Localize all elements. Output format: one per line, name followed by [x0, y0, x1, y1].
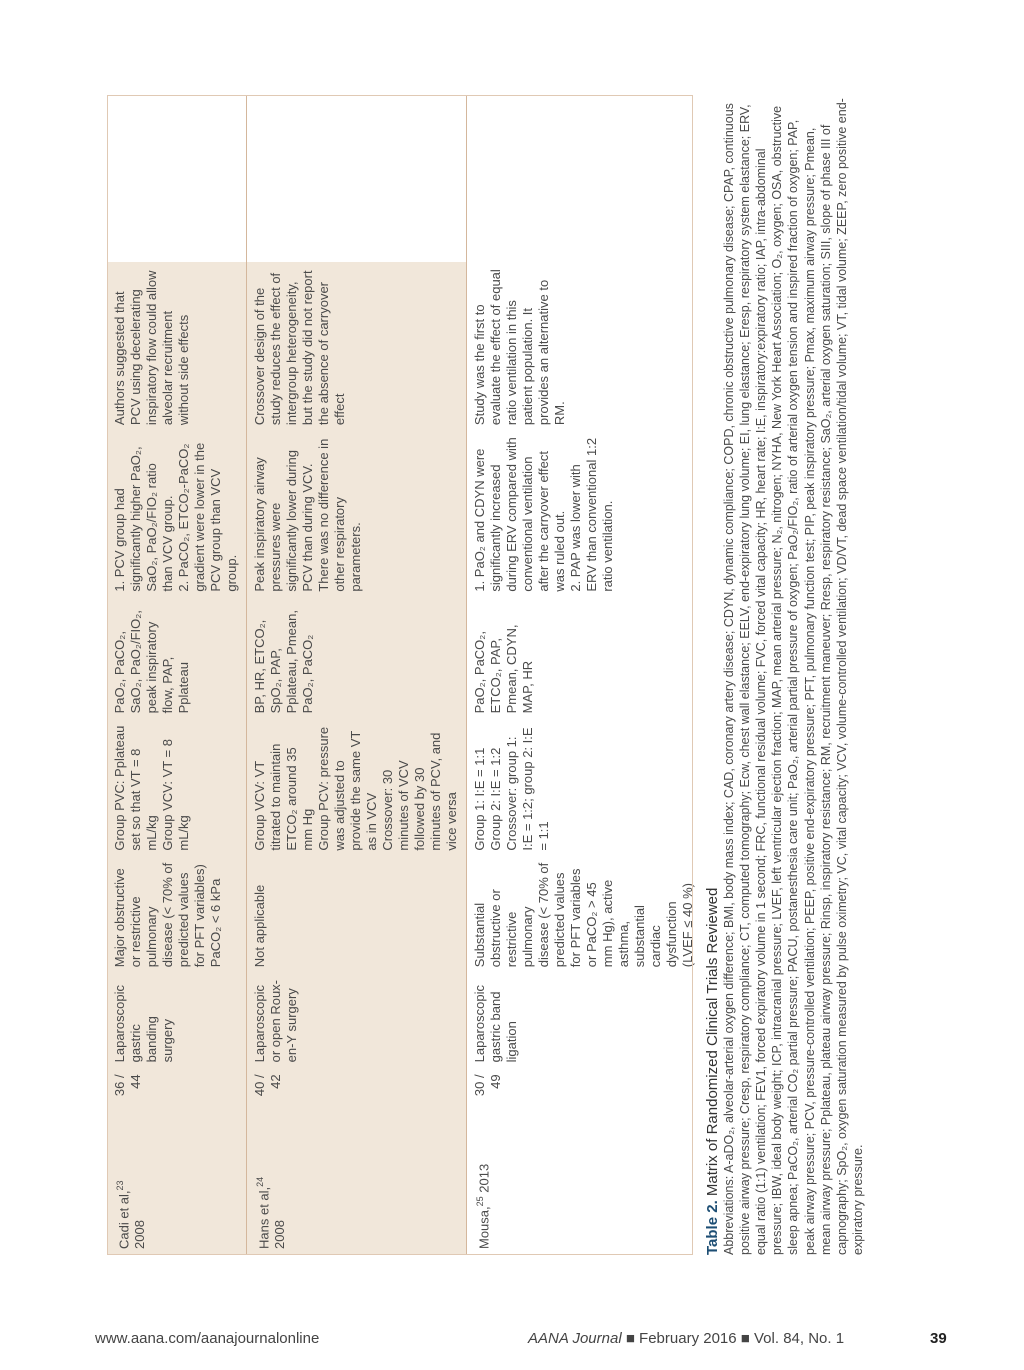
abbreviations-text: Abbreviations: A-aDO₂, alveolar-arterial oxygen difference; BMI, body mass index; CAD, coronary artery disease; CDYN, dynamic compliance; COPD, chronic obstructive pulmonary disease; CPAP, continuous positive airway pressure; Cresp, respiratory compliance; CT, computed tomography; Ecw, chest wall elastance; EELV, end-expiratory lung volume; EI, lung elastance; Eresp, respiratory system elastance; ERV, equal ratio (1:1) ventilation; FEV1, forced expiratory volume in 1 second; FRC, functional residual volume; FVC, forced vital capacity; HR, heart rate; I:E, inspiratory:expiratory ratio; IAP, intra-abdominal pressure; IBW, ideal body weight; ICP, intracranial pressure; LVEF, left ventricular ejection fraction; MAP, mean arterial pressure; N₂, nitrogen; NYHA, New York Heart Association; O₂, oxygen; OSA, obstructive sleep apnea; PaCO₂, arterial CO₂ partial pressure; PACU, postanesthesia care unit; PaO₂, arterial partial pressure of oxygen; PaO₂/FIO₂, ratio of arterial oxygen tension and inspired fraction of oxygen; PAP, peak airway pressure; PCV, pressure-controlled ventilation; PEEP, positive end-expiratory pressure; PFT, pulmonary function test; PIP, peak inspiratory pressure; Pmax, maximum airway pressure; Pmean, mean airway pressure; Pplateau, plateau airway pressure; Rinsp, inspiratory resistance; RM, recruitment maneuver; Rresp, respiratory resistance; SaO₂, arterial oxygen saturation; SIII, slope of phase III of capnography; SpO₂, oxygen saturation measured by pulse oximetry; VC, vital capacity; VCV, volume-controlled ventilation; VD/VT, dead space ventilation/tidal volume; VT, tidal volume; ZEEP, zero positive end-expiratory pressure. [722, 98, 865, 1255]
intervention-cell: Group 1: I:E = 1:1 Group 2: I:E = 1:2 Crossover: group 1: I:E = 1:2; group 2: I:E = 1:1 [472, 727, 551, 851]
study-cell [107, 1117, 247, 1255]
sample-size-cell: 36 / 44 [107, 1068, 247, 1117]
study-reference: 25 [475, 1196, 485, 1207]
table-row [247, 95, 467, 1255]
study-cell [467, 1117, 703, 1255]
study-year: 2013 [476, 1163, 492, 1193]
outcomes-cell: PaO₂, PaCO₂, SaO₂, PaO₂/FIO₂, peak inspiratory flow, PAP, Pplateau [107, 598, 247, 720]
results-cell: 1. PaO₂ and CDYN were significantly increased during ERV compared with conventional ventilation after the carryover effect was ruled out. 2. PAP was lower with ERV than conventional 1:2 ratio ventilation. [472, 437, 615, 592]
study-reference: 23 [115, 1180, 125, 1191]
sample-size-cell: 30 / 49 [472, 1074, 503, 1097]
surgery-cell: Laparoscopic gastric banding surgery [107, 973, 247, 1068]
table-label: Table 2. [704, 1200, 721, 1255]
population-cell: Major obstructive or restrictive pulmonary disease (< 70% of predicted values for PFT variables) PaCO₂ < 6 kPa [107, 857, 247, 974]
study-author: Cadi et al, [116, 1190, 132, 1249]
study-cell [247, 1117, 467, 1255]
intervention-cell: Group PVC: Pplateau set so that VT = 8 mL/kg Group VCV: VT = 8 mL/kg [107, 719, 247, 856]
issue-info: ■ February 2016 ■ Vol. 84, No. 1 [621, 1330, 845, 1347]
surgery-cell: Laparoscopic gastric band ligation [472, 985, 519, 1063]
comments-cell: Crossover design of the study reduces the effect of intergroup heterogeneity, but the study did not report the absence of carryover effect [247, 262, 467, 431]
page-number: 39 [930, 1330, 947, 1347]
study-author: Hans et al, [256, 1186, 272, 1249]
journal-issue [528, 1330, 844, 1347]
intervention-cell: Group VCV: VT titrated to maintain ETCO₂ around 35 mm Hg Group PCV: pressure was adjusted to provide the same VT as in VCV Crossover: 30 minutes of VCV followed by 30 minutes of PCV, and vice versa [247, 719, 467, 856]
table-row [467, 95, 703, 1255]
table-title: Matrix of Randomized Clinical Trials Reviewed [704, 887, 721, 1197]
table-caption [705, 95, 866, 1255]
comments-cell: Authors suggested that PCV using decelerating inspiratory flow could allow alveolar recruitment without side effects [107, 262, 247, 431]
study-author: Mousa, [476, 1206, 492, 1249]
results-cell: Peak inspiratory airway pressures were significantly lower during PCV than during VCV. There was no difference in other respiratory parameters. [247, 431, 467, 598]
trials-matrix-table [107, 95, 702, 1255]
population-cell: Substantial obstructive or restrictive pulmonary disease (< 70% of predicted values for PFT variables or PaCO₂ > 45 mm Hg), active asthma, substantial cardiac dysfunction (LVEF ≤ 40 %) [472, 862, 695, 968]
table-row [107, 95, 247, 1255]
population-cell: Not applicable [247, 857, 467, 974]
rotated-page-content [107, 98, 865, 1255]
outcomes-cell: PaO₂, PaCO₂, ETCO₂, PAP, Pmean, CDYN, MAP, HR [472, 624, 535, 714]
journal-url: www.aana.com/aanajournalonline [95, 1330, 320, 1347]
surgery-cell: Laparoscopic or open Roux-en-Y surgery [247, 973, 467, 1068]
results-cell: 1. PCV group had significantly higher PaO₂, SaO₂, PaO₂/FIO₂ ratio than VCV group. 2. PaCO₂, ETCO₂-PaCO₂ gradient were lower in the PCV group than VCV group. [107, 431, 247, 598]
study-reference: 24 [255, 1176, 265, 1187]
outcomes-cell: BP, HR, ETCO₂, SpO₂, PAP, Pplateau, Pmean, PaO₂, PaCO₂ [247, 598, 467, 720]
caption-title-line [705, 95, 721, 1255]
study-year: 2008 [132, 1220, 148, 1249]
comments-cell: Study was the first to evaluate the effect of equal ratio ventilation in this patient population. It provides an alternative to RM. [472, 269, 567, 426]
journal-name: AANA Journal [528, 1330, 622, 1347]
sample-size-cell: 40 / 42 [247, 1068, 467, 1117]
study-year: 2008 [272, 1220, 288, 1249]
